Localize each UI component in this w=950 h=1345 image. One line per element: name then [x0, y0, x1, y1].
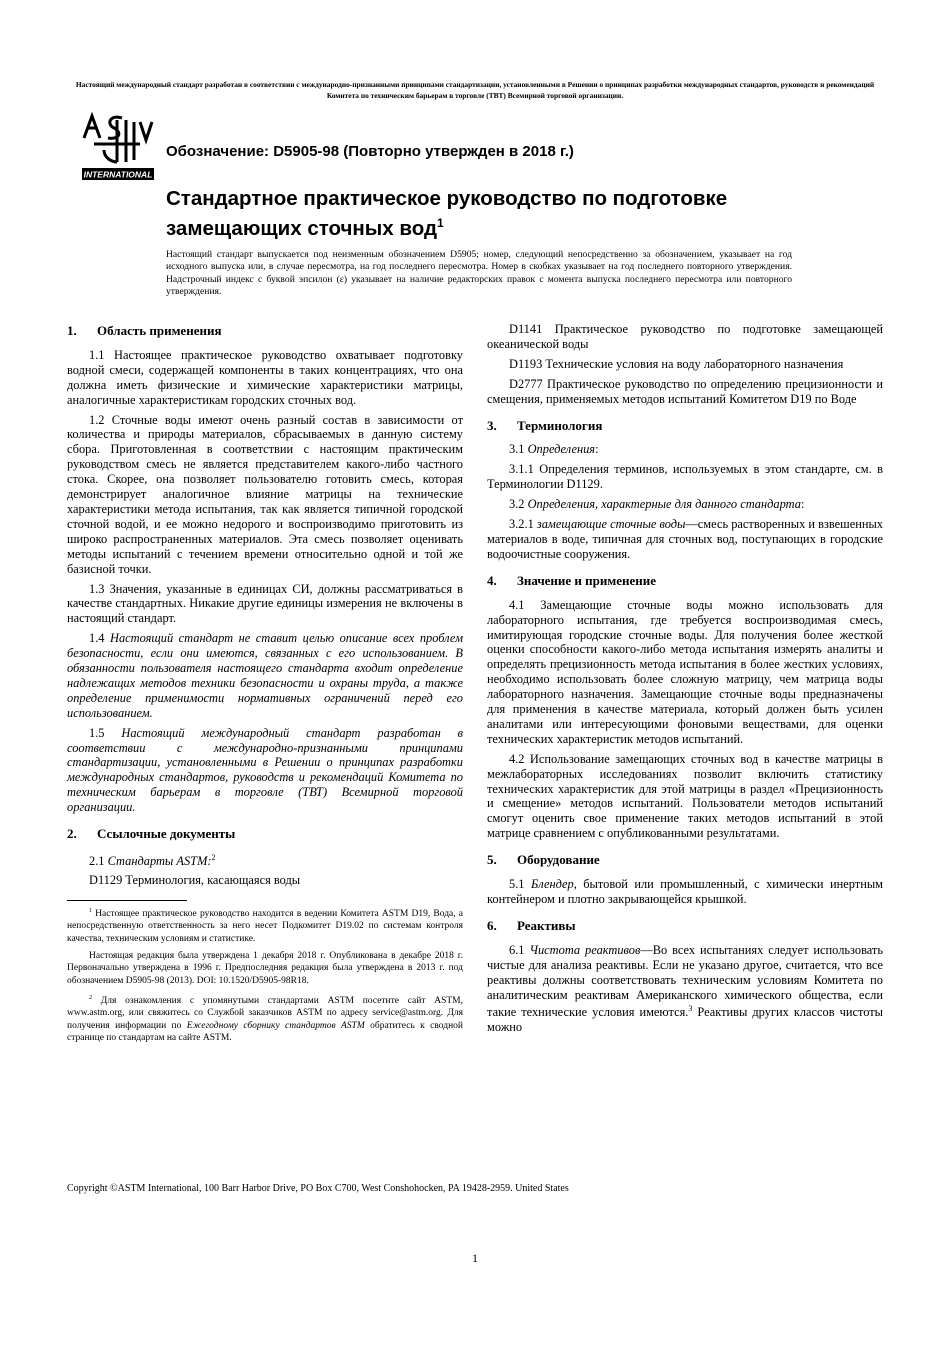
para-1-4: 1.4 Настоящий стандарт не ставит целью описание всех проблем безопасности, если они имеются, связанных с его использованием. В обязанности пользователя настоящего стандарта входит определение надлежащих методов техники безопасности и охраны труда, а также определение применимости нормативных ограничений перед его использованием. [67, 631, 463, 720]
para-1-3: 1.3 Значения, указанные в единицах СИ, должны рассматриваться в качестве стандартных. Никакие другие единицы измерения не включены в настоящий стандарт. [67, 581, 463, 626]
para-2-1: 2.1 Стандарты ASTM:$^2$ [89, 853, 216, 869]
copyright-notice: Copyright ©ASTM International, 100 Barr Harbor Drive, PO Box C700, West Conshohocken, PA 19428-2959. United States [67, 1183, 569, 1194]
section-3-heading: 3. Терминология [487, 417, 603, 433]
reference-d1141: D1141 Практическое руководство по подготовке замещающей океанической воды [487, 322, 883, 351]
section-6-heading: 6. Реактивы [487, 917, 576, 933]
para-1-1: 1.1 Настоящее практическое руководство охватывает подготовку водной смеси, содержащей компоненты в таких концентрациях, что она должна иметь физические и химические характеристики матрицы, аналогичные характеристикам городских сточных вод. [67, 347, 463, 407]
title-footnote-mark[interactable]: 1 [437, 216, 444, 230]
document-title-text: Стандартное практическое руководство по подготовке замещающих сточных вод [166, 187, 728, 240]
issuance-note: Настоящий стандарт выпускается под неизменным обозначением D5905; номер, следующий непосредственно за обозначением, указывает на год исходного выпуска или, в случае пересмотра, на год последнего пересмотра. Номер в скобках указывает на год последнего повторного утверждения. Надстрочный индекс с буквой эпсилон (ε) указывает на наличие редакторских правок с момента выпуска последнего пересмотра или повторного утверждения. [166, 249, 792, 298]
page-number: 1 [472, 1251, 478, 1265]
para-1-5: 1.5 Настоящий международный стандарт разработан в соответствии с международно-признанными принципами стандартизации, установленными в Решении о принципах разработки международных стандартов, руководств и рекомендаций Комитета по техническим барьерам в торговле (ТВТ) Всемирной торговой организации. [67, 725, 463, 815]
top-notice: Настоящий международный стандарт разработан в соответствии с международно-признанными принципами стандартизации, установленными в Решении о принципах разработки международных стандартов, руководств и рекомендаций Комитета по техническим барьерам в торговле (ТВТ) Всемирной торговой организации. [75, 80, 875, 100]
footnote-1: $^1$ Настоящее практическое руководство находится в ведении Комитета ASTM D19, Вода, а непосредственную ответственность за него несет Подкомитет D19.02 по системам контроля качества, техническим условиям и статистике. [67, 907, 463, 944]
para-4-2: 4.2 Использование замещающих сточных вод в качестве матрицы в межлабораторных исследованиях позволит включить статистику технических характеристик для этой матрицы в раздел «Прецизионность и смещение» методов испытаний. Пользователи методов испытаний смогут оценить свое применение таких методов испытаний в этой матрице сравнением с опубликованными результатами. [487, 751, 883, 841]
astm-logo-icon [74, 110, 160, 182]
designation: Обозначение: D5905-98 (Повторно утвержден в 2018 г.) [166, 143, 574, 160]
footnote-mark-3[interactable]: 3 [688, 1004, 693, 1014]
footnote-2: $^2$ Для ознакомления с упомянутыми стандартами ASTM посетите сайт ASTM, www.astm.org, или свяжитесь со Службой заказчиков ASTM по адресу service@astm.org. Для получения информации по Ежегодному сборнику стандартов ASTM обратитесь к сводной странице по стандартам на сайте ASTM. [67, 994, 463, 1043]
para-3-1: 3.1 Определения: [509, 442, 599, 457]
para-3-2-1: 3.2.1 замещающие сточные воды—смесь растворенных и взвешенных материалов в воде, типичная для сточных вод, поступающих в городские водоочистные сооружения. [487, 517, 883, 561]
logo-text: INTERNATIONAL [83, 169, 153, 180]
document-title [166, 186, 826, 241]
reference-d2777: D2777 Практическое руководство по определению прецизионности и смещения, применяемых методов испытаний Комитетом D19 по Воде [487, 376, 883, 406]
section-5-heading: 5. Оборудование [487, 852, 600, 868]
right-column [487, 324, 883, 1040]
footnote-1b: Настоящая редакция была утверждена 1 декабря 2018 г. Опубликована в декабре 2018 г. Первоначально утверждена в 1996 г. Предпоследняя редакция была утверждена в 2013 г. под обозначением D5905-98 (2013). DOI: 10.1520/D5905-98R18. [67, 950, 463, 986]
para-3-1-1: 3.1.1 Определения терминов, используемых в этом стандарте, см. в Терминологии D1129. [487, 462, 883, 492]
reference-d1129: D1129 Терминология, касающаяся воды [89, 873, 301, 888]
section-2-heading: 2. Ссылочные документы [67, 826, 236, 842]
para-1-2: 1.2 Сточные воды имеют очень разный состав в зависимости от количества и природы материалов, сбрасываемых в данную систему сбора. Приготовленная в соответствии с настоящим практическим руководством смесь не является представителем какого-либо частного стока. Скорее, она позволяет пользователю готовить смесь, которая демонстрирует аналогичное влияние матрицы на технические характеристики метода испытания, так как является типичной городской сточной водой, и ее можно недорого и воспроизводимо приготовить из широко распространенных материалов. Эта смесь позволяет оценивать методы испытаний с течением времени относительно одной и той же базисной точки. [67, 412, 463, 576]
para-3-2: 3.2 Определения, характерные для данного стандарта: [509, 497, 805, 512]
para-5-1: 5.1 Блендер, бытовой или промышленный, с химически инертным контейнером и плотно закрывающейся крышкой. [487, 877, 883, 906]
section-4-heading: 4. Значение и применение [487, 572, 657, 588]
section-1-heading: 1. Область применения [67, 323, 222, 338]
footnote-mark-2[interactable]: 2 [211, 853, 216, 862]
para-4-1: 4.1 Замещающие сточные воды можно использовать для лабораторного испытания, где требуется воспроизводимая смесь, имитирующая городские сточные воды. Для получения более жесткой оценки способности какого-либо метода испытания измерять аналиты и определять прецизионность метода испытания в более жестких условиях, необходимо использовать более сложную матрицу, чем матрица воды лабораторного назначения. Замещающие сточные воды предназначены для применения в качестве материала, который должен быть усилен аналитами или интересующими фоновыми веществами, для оценки технических характеристик методов испытаний. [487, 597, 883, 746]
left-column [67, 324, 463, 1049]
para-6-1: 6.1 Чистота реактивов—Во всех испытаниях следует использовать чистые для анализа реактивы. Если не указано другое, считается, что все реактивы должны соответствовать техническим условиям Комитета по аналитическим реактивам Американского химического общества, если такие технические условия имеются.$^3$ Реактивы других классов чистоты можно [487, 942, 883, 1035]
reference-d1193: D1193 Технические условия на воду лабораторного назначения [509, 356, 844, 371]
